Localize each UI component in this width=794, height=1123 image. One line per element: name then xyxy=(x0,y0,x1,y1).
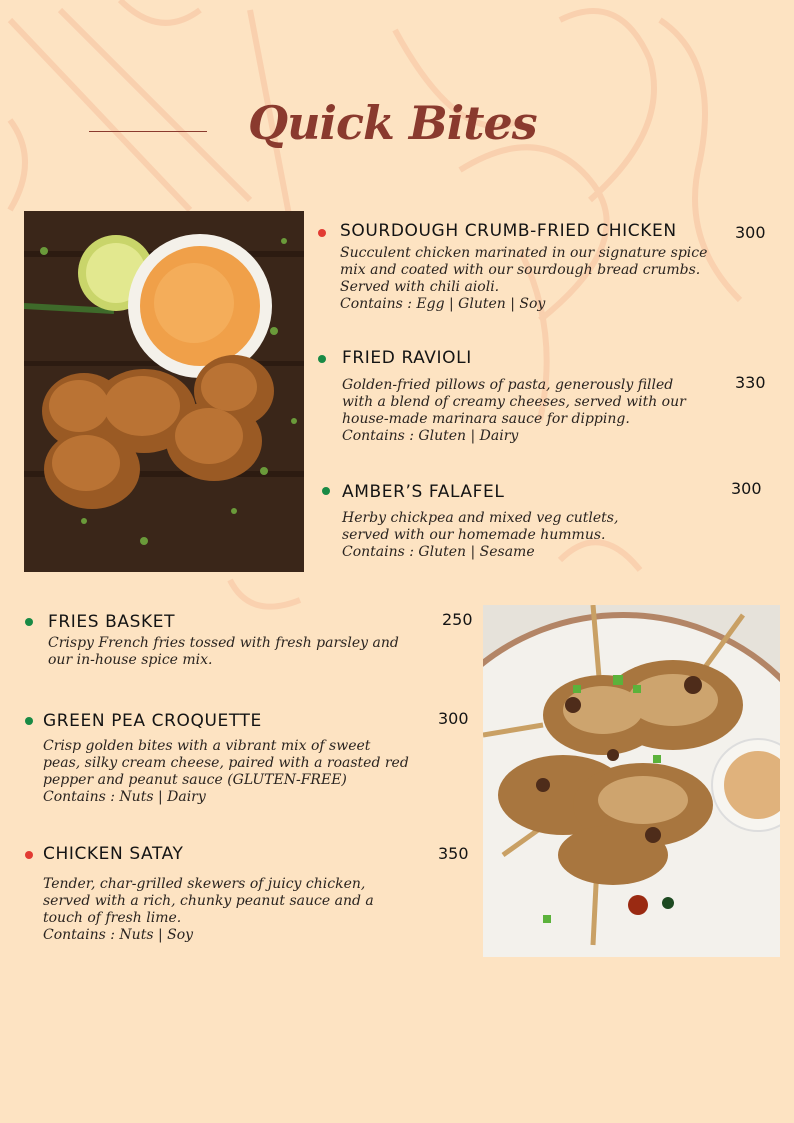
veg-marker xyxy=(25,618,33,626)
item-price: 300 xyxy=(731,479,762,498)
description-line: Served with chili aioli. xyxy=(340,279,500,295)
veg-marker xyxy=(318,355,326,363)
description-line: Crispy French fries tossed with fresh parsley and xyxy=(48,635,399,651)
fried-chicken-photo xyxy=(24,211,304,572)
nonveg-marker xyxy=(318,229,326,237)
description-line: touch of fresh lime. xyxy=(43,910,182,926)
allergen-line: Contains : Nuts | Soy xyxy=(43,927,194,943)
item-price: 300 xyxy=(438,709,469,728)
item-name: CHICKEN SATAY xyxy=(43,844,184,864)
item-description xyxy=(342,510,618,561)
allergen-line: Contains : Gluten | Sesame xyxy=(342,544,535,560)
description-line: our in-house spice mix. xyxy=(48,652,213,668)
description-line: served with a rich, chunky peanut sauce and a xyxy=(43,893,374,909)
description-line: pepper and peanut sauce (GLUTEN-FREE) xyxy=(43,772,347,788)
item-price: 250 xyxy=(442,610,473,629)
title-divider xyxy=(89,131,207,132)
item-description xyxy=(342,377,686,445)
description-line: Herby chickpea and mixed veg cutlets, xyxy=(342,510,619,526)
allergen-line: Contains : Egg | Gluten | Soy xyxy=(340,296,546,312)
description-line: Tender, char-grilled skewers of juicy chicken, xyxy=(43,876,366,892)
item-price: 350 xyxy=(438,844,469,863)
item-price: 330 xyxy=(735,373,766,392)
description-line: Succulent chicken marinated in our signature spice xyxy=(340,245,708,261)
description-line: house-made marinara sauce for dipping. xyxy=(342,411,630,427)
description-line: mix and coated with our sourdough bread crumbs. xyxy=(340,262,701,278)
item-name: FRIED RAVIOLI xyxy=(342,348,472,368)
item-name: GREEN PEA CROQUETTE xyxy=(43,711,262,731)
description-line: Golden-fried pillows of pasta, generously filled xyxy=(342,377,674,393)
description-line: peas, silky cream cheese, paired with a roasted red xyxy=(43,755,409,771)
page-title: Quick Bites xyxy=(248,96,537,150)
allergen-line: Contains : Nuts | Dairy xyxy=(43,789,206,805)
item-price: 300 xyxy=(735,223,766,242)
veg-marker xyxy=(322,487,330,495)
item-description xyxy=(43,876,374,944)
description-line: with a blend of creamy cheeses, served with our xyxy=(342,394,686,410)
item-name: SOURDOUGH CRUMB-FRIED CHICKEN xyxy=(340,221,677,241)
allergen-line: Contains : Gluten | Dairy xyxy=(342,428,519,444)
item-name: FRIES BASKET xyxy=(48,612,176,632)
description-line: Crisp golden bites with a vibrant mix of sweet xyxy=(43,738,371,754)
nonveg-marker xyxy=(25,851,33,859)
item-name: AMBER’S FALAFEL xyxy=(342,482,505,502)
item-description xyxy=(340,245,707,313)
description-line: served with our homemade hummus. xyxy=(342,527,606,543)
item-description xyxy=(43,738,409,806)
chicken-satay-photo xyxy=(483,605,780,957)
veg-marker xyxy=(25,717,33,725)
item-description xyxy=(48,635,399,669)
